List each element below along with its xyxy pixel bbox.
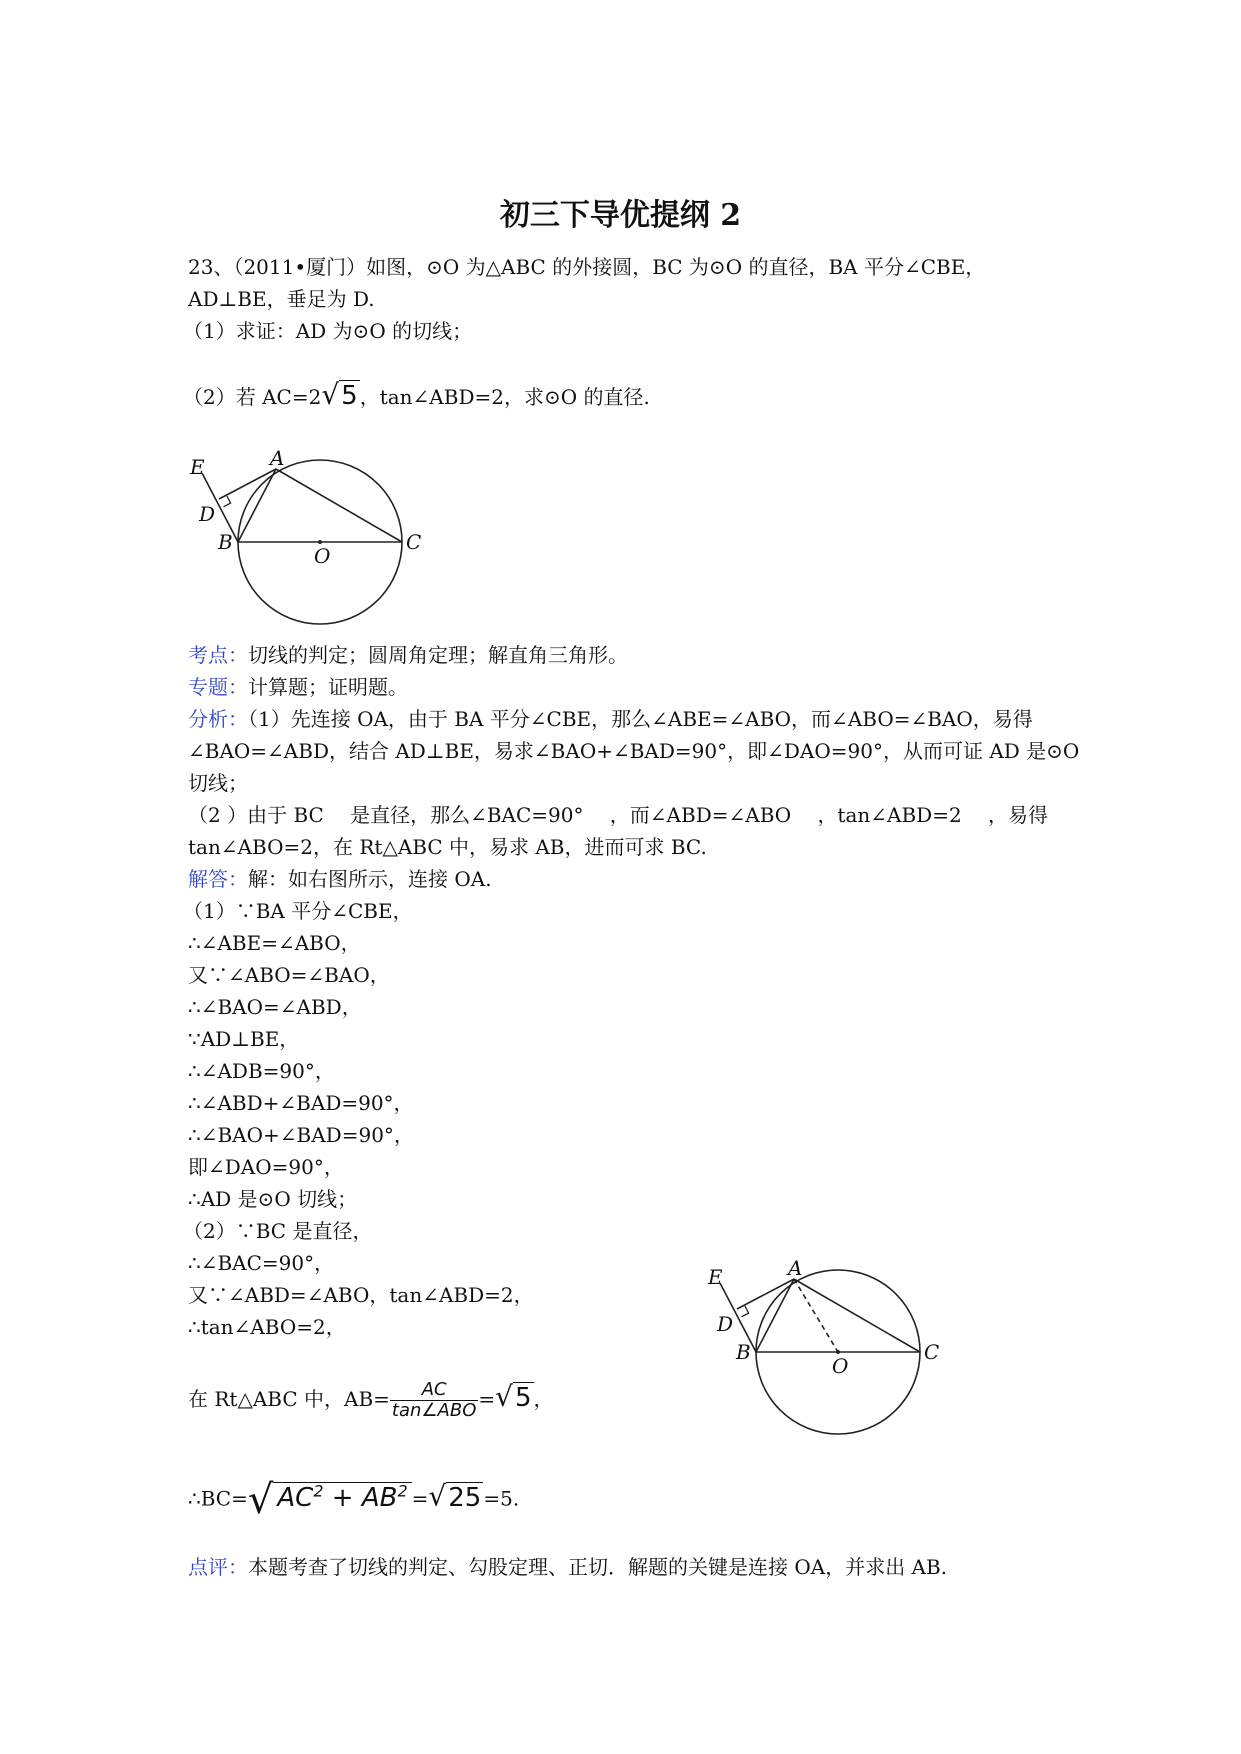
sqrt-icon: √ xyxy=(321,378,340,411)
fenxi-l4-part: （2 ）由于 BC xyxy=(188,803,324,827)
chord-ac xyxy=(276,469,402,542)
solution-step: ∴∠BAO=∠ABD， xyxy=(188,995,362,1019)
solution-step: 又∵∠ABD=∠ABO，tan∠ABD=2， xyxy=(188,1283,534,1307)
solution-step: ∴∠ABD+∠BAD=90°， xyxy=(188,1091,414,1115)
problem-line-2: AD⊥BE，垂足为 D. xyxy=(188,287,375,311)
label-a: A xyxy=(788,1256,803,1280)
solution-step: 又∵∠ABO=∠BAO， xyxy=(188,963,390,987)
dianping-section xyxy=(188,1552,947,1582)
chord-ac xyxy=(794,1279,920,1352)
label-e: E xyxy=(708,1265,723,1289)
equals-sign: = xyxy=(478,1387,496,1411)
geometry-figure-1 xyxy=(180,445,440,630)
fenxi-line-3: 切线； xyxy=(188,771,248,795)
radius-oa-dashed xyxy=(794,1279,838,1352)
radicand xyxy=(273,1482,411,1513)
zhuanti-label: 专题： xyxy=(188,675,248,699)
bc-formula xyxy=(188,1466,519,1525)
label-c: C xyxy=(924,1340,940,1364)
problem-line-1: 23、（2011•厦门）如图，⊙O 为△ABC 的外接圆，BC 为⊙O 的直径，BA 平分∠CBE， xyxy=(188,255,986,279)
fenxi-line-4 xyxy=(188,800,1048,830)
right-angle-mark xyxy=(742,1306,749,1317)
question-2-suffix: ，tan∠ABD=2，求⊙O 的直径. xyxy=(359,385,650,409)
solution-step: （2）∵BC 是直径， xyxy=(183,1219,373,1243)
fenxi-line-5: tan∠ABO=2，在 Rt△ABC 中，易求 AB，进而可求 BC. xyxy=(188,835,707,859)
plus-sign: + xyxy=(323,1482,362,1513)
fenxi-label: 分析： xyxy=(188,707,248,731)
ab-formula-prefix: 在 Rt△ABC 中，AB= xyxy=(188,1387,390,1411)
dianping-text: 本题考查了切线的判定、勾股定理、正切．解题的关键是连接 OA，并求出 AB. xyxy=(248,1555,948,1579)
bc-formula-prefix: ∴BC= xyxy=(188,1486,248,1511)
kaodian-section xyxy=(188,640,628,670)
question-1: （1）求证：AD 为⊙O 的切线； xyxy=(183,319,473,343)
exponent: 2 xyxy=(313,1481,324,1500)
dianping-label: 点评： xyxy=(188,1555,248,1579)
geometry-figure-2 xyxy=(700,1255,960,1445)
solution-step: ∴∠BAO+∠BAD=90°， xyxy=(188,1123,414,1147)
fraction-numerator: AC xyxy=(390,1380,478,1401)
solution-step: ∵AD⊥BE， xyxy=(188,1027,300,1051)
zhuanti-section xyxy=(188,672,408,702)
question-2-prefix: （2）若 AC=2 xyxy=(183,385,322,409)
label-e: E xyxy=(190,455,205,479)
jieda-section xyxy=(188,864,492,894)
jieda-label: 解答： xyxy=(188,867,248,891)
question-2 xyxy=(183,380,650,412)
term-ab: AB xyxy=(361,1482,398,1513)
solution-step: ∴∠ABE=∠ABO， xyxy=(188,931,361,955)
kaodian-text: 切线的判定；圆周角定理；解直角三角形。 xyxy=(248,643,628,667)
fenxi-text-1: （1）先连接 OA，由于 BA 平分∠CBE，那么∠ABE=∠ABO，而∠ABO=∠BAO，易得 xyxy=(248,707,1033,731)
sqrt-icon: √ xyxy=(495,1380,513,1413)
label-c: C xyxy=(406,530,422,554)
fenxi-l4-part: ，而∠ABD=∠ABO xyxy=(609,803,792,827)
chord-ab xyxy=(238,469,276,542)
solution-step: ∴AD 是⊙O 切线； xyxy=(188,1187,358,1211)
ab-sqrt-value: 5 xyxy=(514,1383,532,1413)
bc-formula-result: =5. xyxy=(483,1486,520,1511)
label-d: D xyxy=(717,1312,734,1336)
kaodian-label: 考点： xyxy=(188,643,248,667)
label-b: B xyxy=(218,530,233,554)
chord-ab xyxy=(756,1279,794,1352)
label-a: A xyxy=(270,446,285,470)
label-b: B xyxy=(736,1340,751,1364)
exponent: 2 xyxy=(397,1481,408,1500)
ab-formula xyxy=(188,1374,554,1422)
solution-step: 即∠DAO=90°， xyxy=(188,1155,344,1179)
fenxi-line-2: ∠BAO=∠ABD，结合 AD⊥BE，易求∠BAO+∠BAD=90°，即∠DAO=90°，从而可证 AD 是⊙O xyxy=(188,739,1080,763)
right-angle-mark xyxy=(224,496,231,507)
sqrt-icon: √ xyxy=(428,1479,447,1513)
bc-sqrt-value: 25 xyxy=(448,1482,482,1513)
label-d: D xyxy=(199,502,216,526)
question-2-sqrt-value: 5 xyxy=(341,381,358,411)
label-o: O xyxy=(314,544,331,568)
solution-step: ∴∠BAC=90°， xyxy=(188,1251,335,1275)
fenxi-l4-part: 是直径，那么∠BAC=90° xyxy=(350,803,584,827)
fraction-denominator: tan∠ABO xyxy=(391,1400,477,1421)
solution-step: （1）∵BA 平分∠CBE， xyxy=(183,899,413,923)
term-ac: AC xyxy=(277,1482,314,1513)
page-title: 初三下导优提纲 2 xyxy=(499,198,742,233)
zhuanti-text: 计算题；证明题。 xyxy=(248,675,408,699)
ab-formula-suffix: ， xyxy=(533,1387,554,1411)
fenxi-l4-part: ，tan∠ABD=2 xyxy=(817,803,962,827)
label-o: O xyxy=(832,1354,849,1378)
solution-step: ∴tan∠ABO=2， xyxy=(188,1315,346,1339)
equals-sign: = xyxy=(411,1486,429,1511)
jieda-text: 解：如右图所示，连接 OA. xyxy=(248,867,492,891)
solution-step: ∴∠ADB=90°， xyxy=(188,1059,335,1083)
fenxi-line-1 xyxy=(188,704,1033,734)
fenxi-l4-part: ，易得 xyxy=(987,803,1048,827)
sqrt-icon: √ xyxy=(247,1477,274,1524)
fraction xyxy=(390,1380,478,1421)
